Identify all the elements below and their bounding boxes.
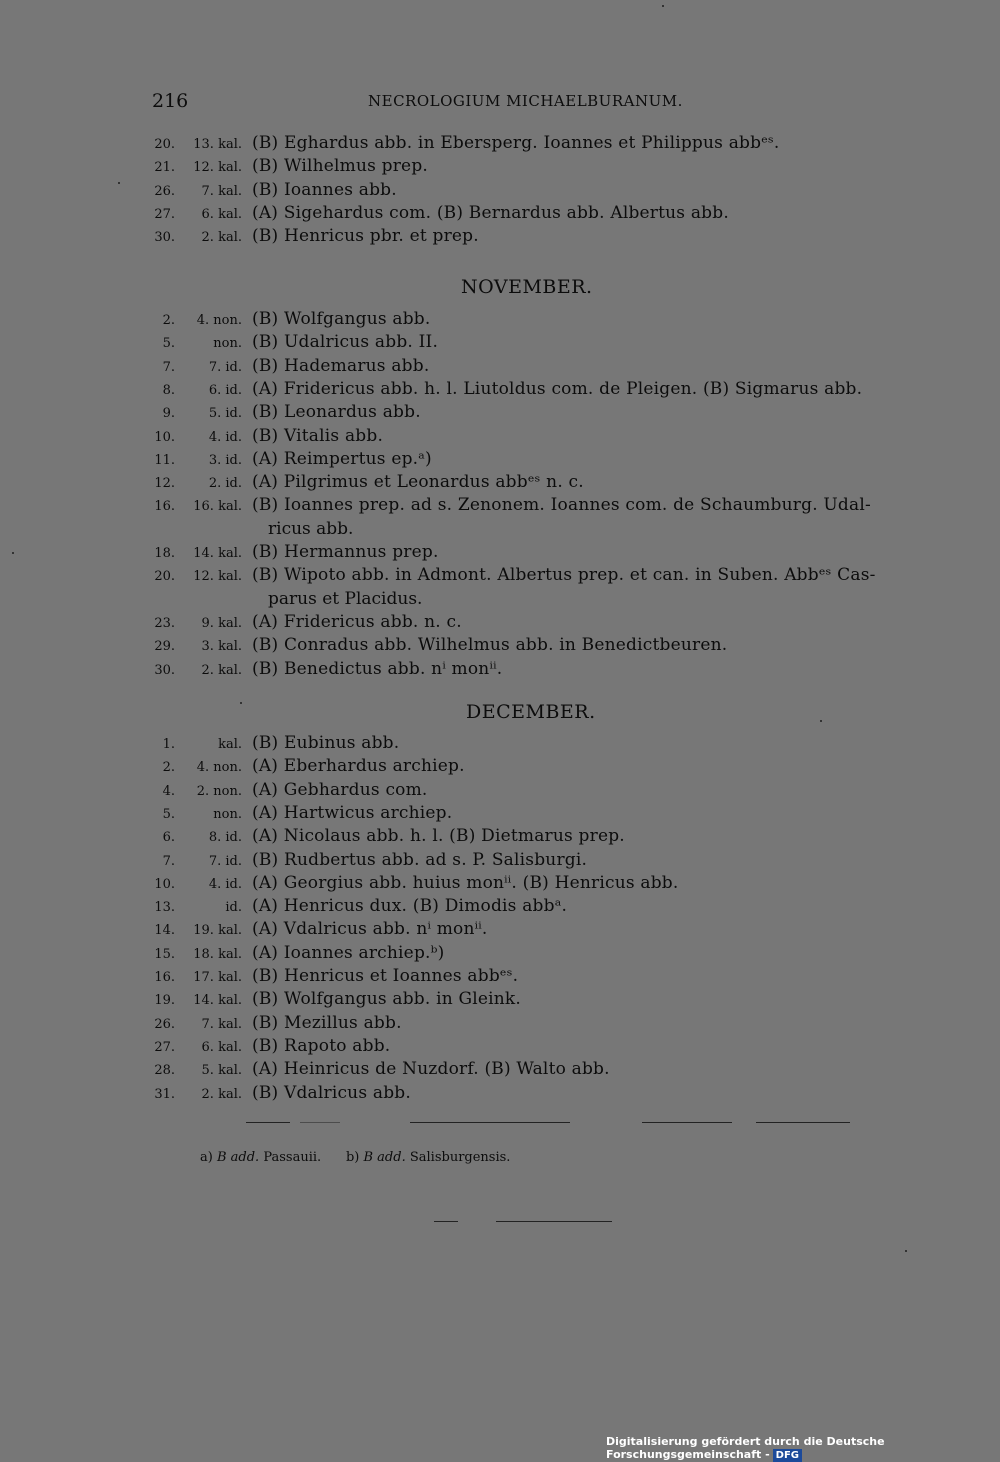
- entry-row: [0, 803, 1000, 826]
- entry-row: [0, 873, 1000, 896]
- entry-day: 9.: [162, 406, 175, 422]
- entry-row: [0, 426, 1000, 449]
- entry-date: non.: [213, 336, 242, 352]
- rule-segment: [642, 1122, 732, 1123]
- scan-speck: [240, 702, 242, 704]
- entry-date: 7. id.: [208, 359, 242, 375]
- entry-date: non.: [213, 806, 242, 822]
- entry-row: [0, 756, 1000, 779]
- entry-day: 21.: [154, 160, 175, 176]
- entry-text: (B) Vdalricus abb.: [252, 1082, 411, 1103]
- entry-date: 12. kal.: [193, 160, 242, 176]
- entry-day: 27.: [154, 1039, 175, 1055]
- footnote-a-mark: a): [200, 1150, 213, 1165]
- entry-text: (A) Eberhardus archiep.: [252, 756, 465, 777]
- entry-date: 14. kal.: [193, 993, 242, 1009]
- entry-day: 18.: [154, 546, 175, 561]
- entry-row: [0, 850, 1000, 873]
- entry-day: 16.: [154, 970, 175, 985]
- entry-date: 6. kal.: [201, 206, 242, 222]
- entry-text: (B) Udalricus abb. II.: [252, 332, 439, 353]
- rule-segment: [496, 1221, 612, 1222]
- entry-day: 20.: [154, 569, 175, 585]
- entry-row: [0, 943, 1000, 966]
- entry-text: (B) Wolfgangus abb.: [252, 309, 431, 329]
- entry-day: 5.: [162, 806, 175, 822]
- scan-speck: [662, 5, 664, 7]
- entry-text: (A) Reimpertus ep.ᵃ): [252, 448, 432, 469]
- entry-day: 27.: [154, 206, 175, 222]
- entry-text: (B) Wilhelmus prep.: [252, 156, 429, 177]
- entry-day: 12.: [154, 476, 175, 492]
- entry-row: [0, 826, 1000, 849]
- entry-date: 3. id.: [208, 452, 242, 468]
- entry-day: 4.: [162, 783, 175, 799]
- scan-speck: [905, 1250, 907, 1252]
- footnote-a-add: B add.: [216, 1150, 260, 1165]
- entry-text: (A) Henricus dux. (B) Dimodis abbᵃ.: [252, 896, 568, 917]
- entry-date: 5. kal.: [201, 1063, 242, 1079]
- entry-row: [0, 356, 1000, 379]
- entry-date: 2. kal.: [201, 230, 242, 246]
- entry-day: 5.: [162, 336, 175, 352]
- entry-text: (A) Vdalricus abb. nⁱ monⁱⁱ.: [252, 919, 488, 940]
- entry-date: 14. kal.: [193, 546, 242, 561]
- entry-day: 30.: [154, 230, 175, 246]
- footnote-b-mark: b): [345, 1150, 360, 1165]
- entry-date: 8. id.: [208, 830, 242, 846]
- footnotes: [200, 1150, 510, 1165]
- entry-day: 7.: [162, 359, 175, 375]
- entry-row: [0, 542, 1000, 565]
- entry-date: 4. id.: [208, 429, 242, 445]
- entry-row: [0, 332, 1000, 355]
- entry-day: 29.: [154, 639, 175, 655]
- month-heading-november: NOVEMBER.: [461, 276, 593, 298]
- entry-row: [0, 379, 1000, 402]
- entry-text: (B) Wolfgangus abb. in Gleink.: [252, 989, 522, 1010]
- entry-date: id.: [225, 900, 242, 916]
- footnote-a-text: Passauii.: [263, 1150, 322, 1165]
- entry-day: 10.: [154, 429, 175, 445]
- entry-day: 13.: [154, 900, 175, 916]
- entry-day: 14.: [154, 923, 175, 939]
- dfg-logo: DFG: [773, 1449, 802, 1462]
- entry-day: 10.: [154, 876, 175, 892]
- entry-continuation: ricus abb.: [268, 518, 354, 539]
- entry-row: [0, 226, 1000, 249]
- entry-day: 26.: [154, 183, 175, 199]
- entry-date: 2. non.: [196, 783, 242, 799]
- entry-text: (A) Georgius abb. huius monⁱⁱ. (B) Henricus abb.: [252, 872, 679, 893]
- entry-date: 13. kal.: [193, 137, 242, 152]
- digitization-credit: [606, 1435, 1000, 1462]
- entry-day: 19.: [154, 993, 175, 1009]
- entry-day: 6.: [162, 830, 175, 846]
- entry-row: [0, 780, 1000, 803]
- entry-text: (A) Ioannes archiep.ᵇ): [252, 942, 445, 963]
- entry-text: (B) Leonardus abb.: [252, 402, 421, 423]
- month-heading-december: DECEMBER.: [466, 701, 596, 723]
- entry-text: (B) Rudbertus abb. ad s. P. Salisburgi.: [252, 849, 588, 870]
- entry-day: 30.: [154, 662, 175, 678]
- entry-row: [0, 565, 1000, 588]
- scan-speck: [820, 720, 822, 722]
- entry-date: 2. kal.: [201, 662, 242, 678]
- entry-row: [0, 1036, 1000, 1059]
- entry-date: 4. non.: [196, 313, 242, 328]
- entry-day: 7.: [162, 853, 175, 869]
- entry-date: 5. id.: [208, 406, 242, 422]
- entry-text: (A) Heinricus de Nuzdorf. (B) Walto abb.: [252, 1059, 610, 1080]
- scan-speck: [118, 182, 120, 184]
- entry-continuation: parus et Placidus.: [268, 588, 423, 609]
- entry-date: 7. kal.: [201, 183, 242, 199]
- entry-date: 2. id.: [208, 476, 242, 492]
- entry-date: 7. id.: [208, 853, 242, 869]
- entry-text: (A) Fridericus abb. h. l. Liutoldus com. de Pleigen. (B) Sigmarus abb.: [252, 378, 863, 399]
- entry-day: 2.: [162, 760, 175, 776]
- entry-text: (B) Hademarus abb.: [252, 355, 430, 376]
- entry-date: 17. kal.: [193, 970, 242, 985]
- entry-date: 6. kal.: [201, 1039, 242, 1055]
- page-number: 216: [152, 90, 189, 112]
- entry-date: 6. id.: [208, 382, 242, 398]
- entry-date: 4. non.: [196, 760, 242, 776]
- entry-date: 4. id.: [208, 876, 242, 892]
- entry-text: (B) Rapoto abb.: [252, 1035, 391, 1056]
- entry-row: [0, 203, 1000, 226]
- entry-date: 19. kal.: [193, 923, 242, 939]
- entry-row: [0, 733, 1000, 756]
- entry-row: [0, 919, 1000, 942]
- running-title: NECROLOGIUM MICHAELBURANUM.: [368, 92, 683, 110]
- entry-row: [0, 309, 1000, 332]
- entry-row: [0, 896, 1000, 919]
- entry-row: [0, 133, 1000, 156]
- entry-date: 12. kal.: [193, 569, 242, 585]
- entry-text: (B) Wipoto abb. in Admont. Albertus prep. et can. in Suben. Abbᵉˢ Cas-: [252, 565, 876, 586]
- entry-date: 3. kal.: [201, 639, 242, 655]
- entry-row: [0, 449, 1000, 472]
- entry-row: [0, 180, 1000, 203]
- entry-text: (B) Ioannes abb.: [252, 179, 397, 200]
- entry-text: (B) Ioannes prep. ad s. Zenonem. Ioannes com. de Schaumburg. Udal-: [252, 495, 871, 516]
- entry-day: 8.: [162, 382, 175, 398]
- entry-text: (B) Conradus abb. Wilhelmus abb. in Benedictbeuren.: [252, 635, 728, 656]
- entry-row: [0, 659, 1000, 682]
- entry-day: 28.: [154, 1063, 175, 1079]
- entry-text: (B) Henricus pbr. et prep.: [252, 226, 479, 247]
- entry-day: 26.: [154, 1016, 175, 1032]
- entry-day: 2.: [162, 313, 175, 328]
- entry-row: [0, 1083, 1000, 1106]
- rule-segment: [410, 1122, 570, 1123]
- entry-row: [0, 966, 1000, 989]
- entry-text: (A) Gebhardus com.: [252, 779, 428, 800]
- entry-text: (B) Eghardus abb. in Ebersperg. Ioannes et Philippus abbᵉˢ.: [252, 133, 780, 153]
- entry-text: (B) Henricus et Ioannes abbᵉˢ.: [252, 966, 519, 986]
- entry-text: (B) Hermannus prep.: [252, 542, 439, 562]
- entry-row: [0, 989, 1000, 1012]
- entry-row: [0, 1059, 1000, 1082]
- entry-text: (A) Sigehardus com. (B) Bernardus abb. Albertus abb.: [252, 202, 729, 223]
- rule-segment: [246, 1122, 290, 1123]
- credit-text: Digitalisierung gefördert durch die Deutsche Forschungsgemeinschaft -: [606, 1435, 885, 1461]
- rule-segment: [300, 1122, 340, 1123]
- entry-row: [0, 1013, 1000, 1036]
- entry-day: 11.: [154, 452, 175, 468]
- entry-row: [0, 495, 1000, 518]
- entry-text: (A) Fridericus abb. n. c.: [252, 611, 462, 632]
- rule-segment: [756, 1122, 850, 1123]
- entry-row: [0, 635, 1000, 658]
- entry-row: [0, 472, 1000, 495]
- entry-date: 7. kal.: [201, 1016, 242, 1032]
- entry-date: kal.: [218, 737, 242, 752]
- entry-text: (A) Pilgrimus et Leonardus abbᵉˢ n. c.: [252, 472, 584, 493]
- entry-text: (A) Hartwicus archiep.: [252, 802, 453, 823]
- entry-date: 18. kal.: [193, 946, 242, 962]
- entry-day: 20.: [154, 137, 175, 152]
- entry-day: 31.: [154, 1086, 175, 1102]
- entry-day: 23.: [154, 615, 175, 631]
- entry-text: (B) Mezillus abb.: [252, 1012, 402, 1033]
- entry-date: 16. kal.: [193, 499, 242, 515]
- footnote-b-text: Salisburgensis.: [409, 1150, 511, 1165]
- entry-text: (B) Benedictus abb. nⁱ monⁱⁱ.: [252, 658, 503, 679]
- entry-day: 1.: [162, 737, 175, 752]
- entry-text: (A) Nicolaus abb. h. l. (B) Dietmarus prep.: [252, 826, 625, 847]
- entry-row: [0, 612, 1000, 635]
- rule-segment: [434, 1221, 458, 1222]
- entry-day: 16.: [154, 499, 175, 515]
- entry-text: (B) Vitalis abb.: [252, 425, 384, 446]
- scan-speck: [12, 552, 14, 554]
- entry-date: 9. kal.: [201, 615, 242, 631]
- entry-row: [0, 156, 1000, 179]
- footnote-b-add: B add.: [363, 1150, 406, 1165]
- entry-row: [0, 402, 1000, 425]
- entry-text: (B) Eubinus abb.: [252, 733, 400, 753]
- entry-date: 2. kal.: [201, 1086, 242, 1102]
- entry-day: 15.: [154, 946, 175, 962]
